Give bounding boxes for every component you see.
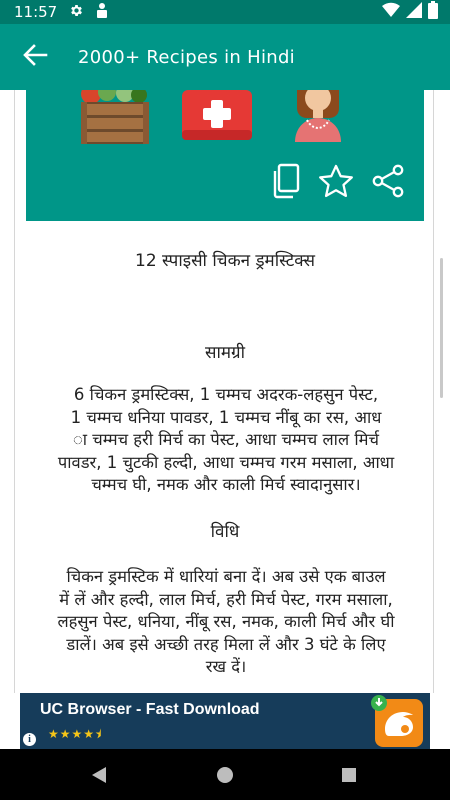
text-line: 1 चम्मच धनिया पावडर, 1 चम्मच नींबू का रस, आध bbox=[70, 407, 382, 427]
recipe-title: 12 स्पाइसी चिकन ड्रमस्टिक्स bbox=[135, 251, 315, 271]
lock-person-icon bbox=[96, 2, 108, 22]
text-line: चिकन ड्रमस्टिक में धारियां बना दें। अब उसे एक बाउल bbox=[66, 567, 386, 586]
gear-icon bbox=[69, 3, 84, 22]
copy-icon bbox=[271, 163, 301, 199]
copy-button[interactable] bbox=[266, 160, 306, 202]
arrow-left-icon bbox=[22, 44, 48, 70]
text-line: 6 चिकन ड्रमस्टिक्स, 1 चम्मच अदरक-लहसुन पेस्ट, bbox=[73, 385, 379, 404]
text-line: रख दें। bbox=[205, 657, 247, 676]
navigation-bar bbox=[0, 749, 450, 800]
woman-avatar-image bbox=[293, 90, 343, 142]
ingredients-heading: सामग्री bbox=[204, 343, 246, 363]
nav-home-button[interactable] bbox=[203, 757, 247, 793]
recipe-banner bbox=[26, 90, 424, 221]
text-line: में लें और हल्दी, लाल मिर्च, हरी मिर्च पेस्ट, गरम मसाला, bbox=[59, 589, 393, 609]
nav-back-button[interactable] bbox=[77, 757, 121, 793]
status-time: 11:57 bbox=[14, 3, 58, 21]
wifi-icon bbox=[382, 2, 400, 22]
first-aid-kit-image bbox=[181, 90, 253, 142]
method-text bbox=[30, 566, 422, 679]
text-line: लहसुन पेस्ट, धनिया, नींबू रस, नमक, काली मिर्च और घी bbox=[57, 612, 395, 631]
ad-banner[interactable] bbox=[20, 693, 430, 749]
share-button[interactable] bbox=[368, 160, 408, 202]
back-button[interactable] bbox=[6, 28, 64, 86]
ad-title[interactable]: UC Browser - Fast Download bbox=[40, 701, 260, 718]
recipe-content[interactable] bbox=[0, 90, 450, 693]
text-line: चम्मच घी, नमक और काली मिर्च स्वादानुसार। bbox=[91, 475, 361, 494]
share-icon bbox=[371, 164, 405, 198]
star-icon bbox=[318, 164, 354, 198]
cellular-icon bbox=[406, 2, 422, 22]
text-line: ा चम्मच हरी मिर्च का पेस्ट, आधा चम्मच लाल मिर्च bbox=[72, 430, 380, 449]
triangle-back-icon bbox=[91, 766, 107, 784]
battery-icon bbox=[428, 1, 438, 23]
circle-home-icon bbox=[216, 766, 234, 784]
favorite-button[interactable] bbox=[316, 160, 356, 202]
status-bar bbox=[0, 0, 450, 24]
square-recents-icon bbox=[341, 767, 357, 783]
text-line: पावडर, 1 चुटकी हल्दी, आधा चम्मच गरम मसाला, आधा bbox=[57, 452, 395, 472]
app-title: 2000+ Recipes in Hindi bbox=[78, 46, 295, 68]
nav-recents-button[interactable] bbox=[327, 757, 371, 793]
ad-rating-stars: ★★★★⯨ bbox=[48, 727, 103, 741]
vegetable-crate-image bbox=[79, 90, 151, 146]
ingredients-text bbox=[30, 384, 422, 497]
app-bar bbox=[0, 24, 450, 90]
text-line: डालें। अब इसे अच्छी तरह मिला लें और 3 घंटे के लिए bbox=[66, 634, 386, 654]
download-badge-icon bbox=[371, 695, 387, 711]
scrollbar[interactable] bbox=[440, 258, 443, 398]
method-heading: विधि bbox=[210, 522, 240, 542]
ad-info-icon[interactable]: i bbox=[23, 733, 36, 746]
